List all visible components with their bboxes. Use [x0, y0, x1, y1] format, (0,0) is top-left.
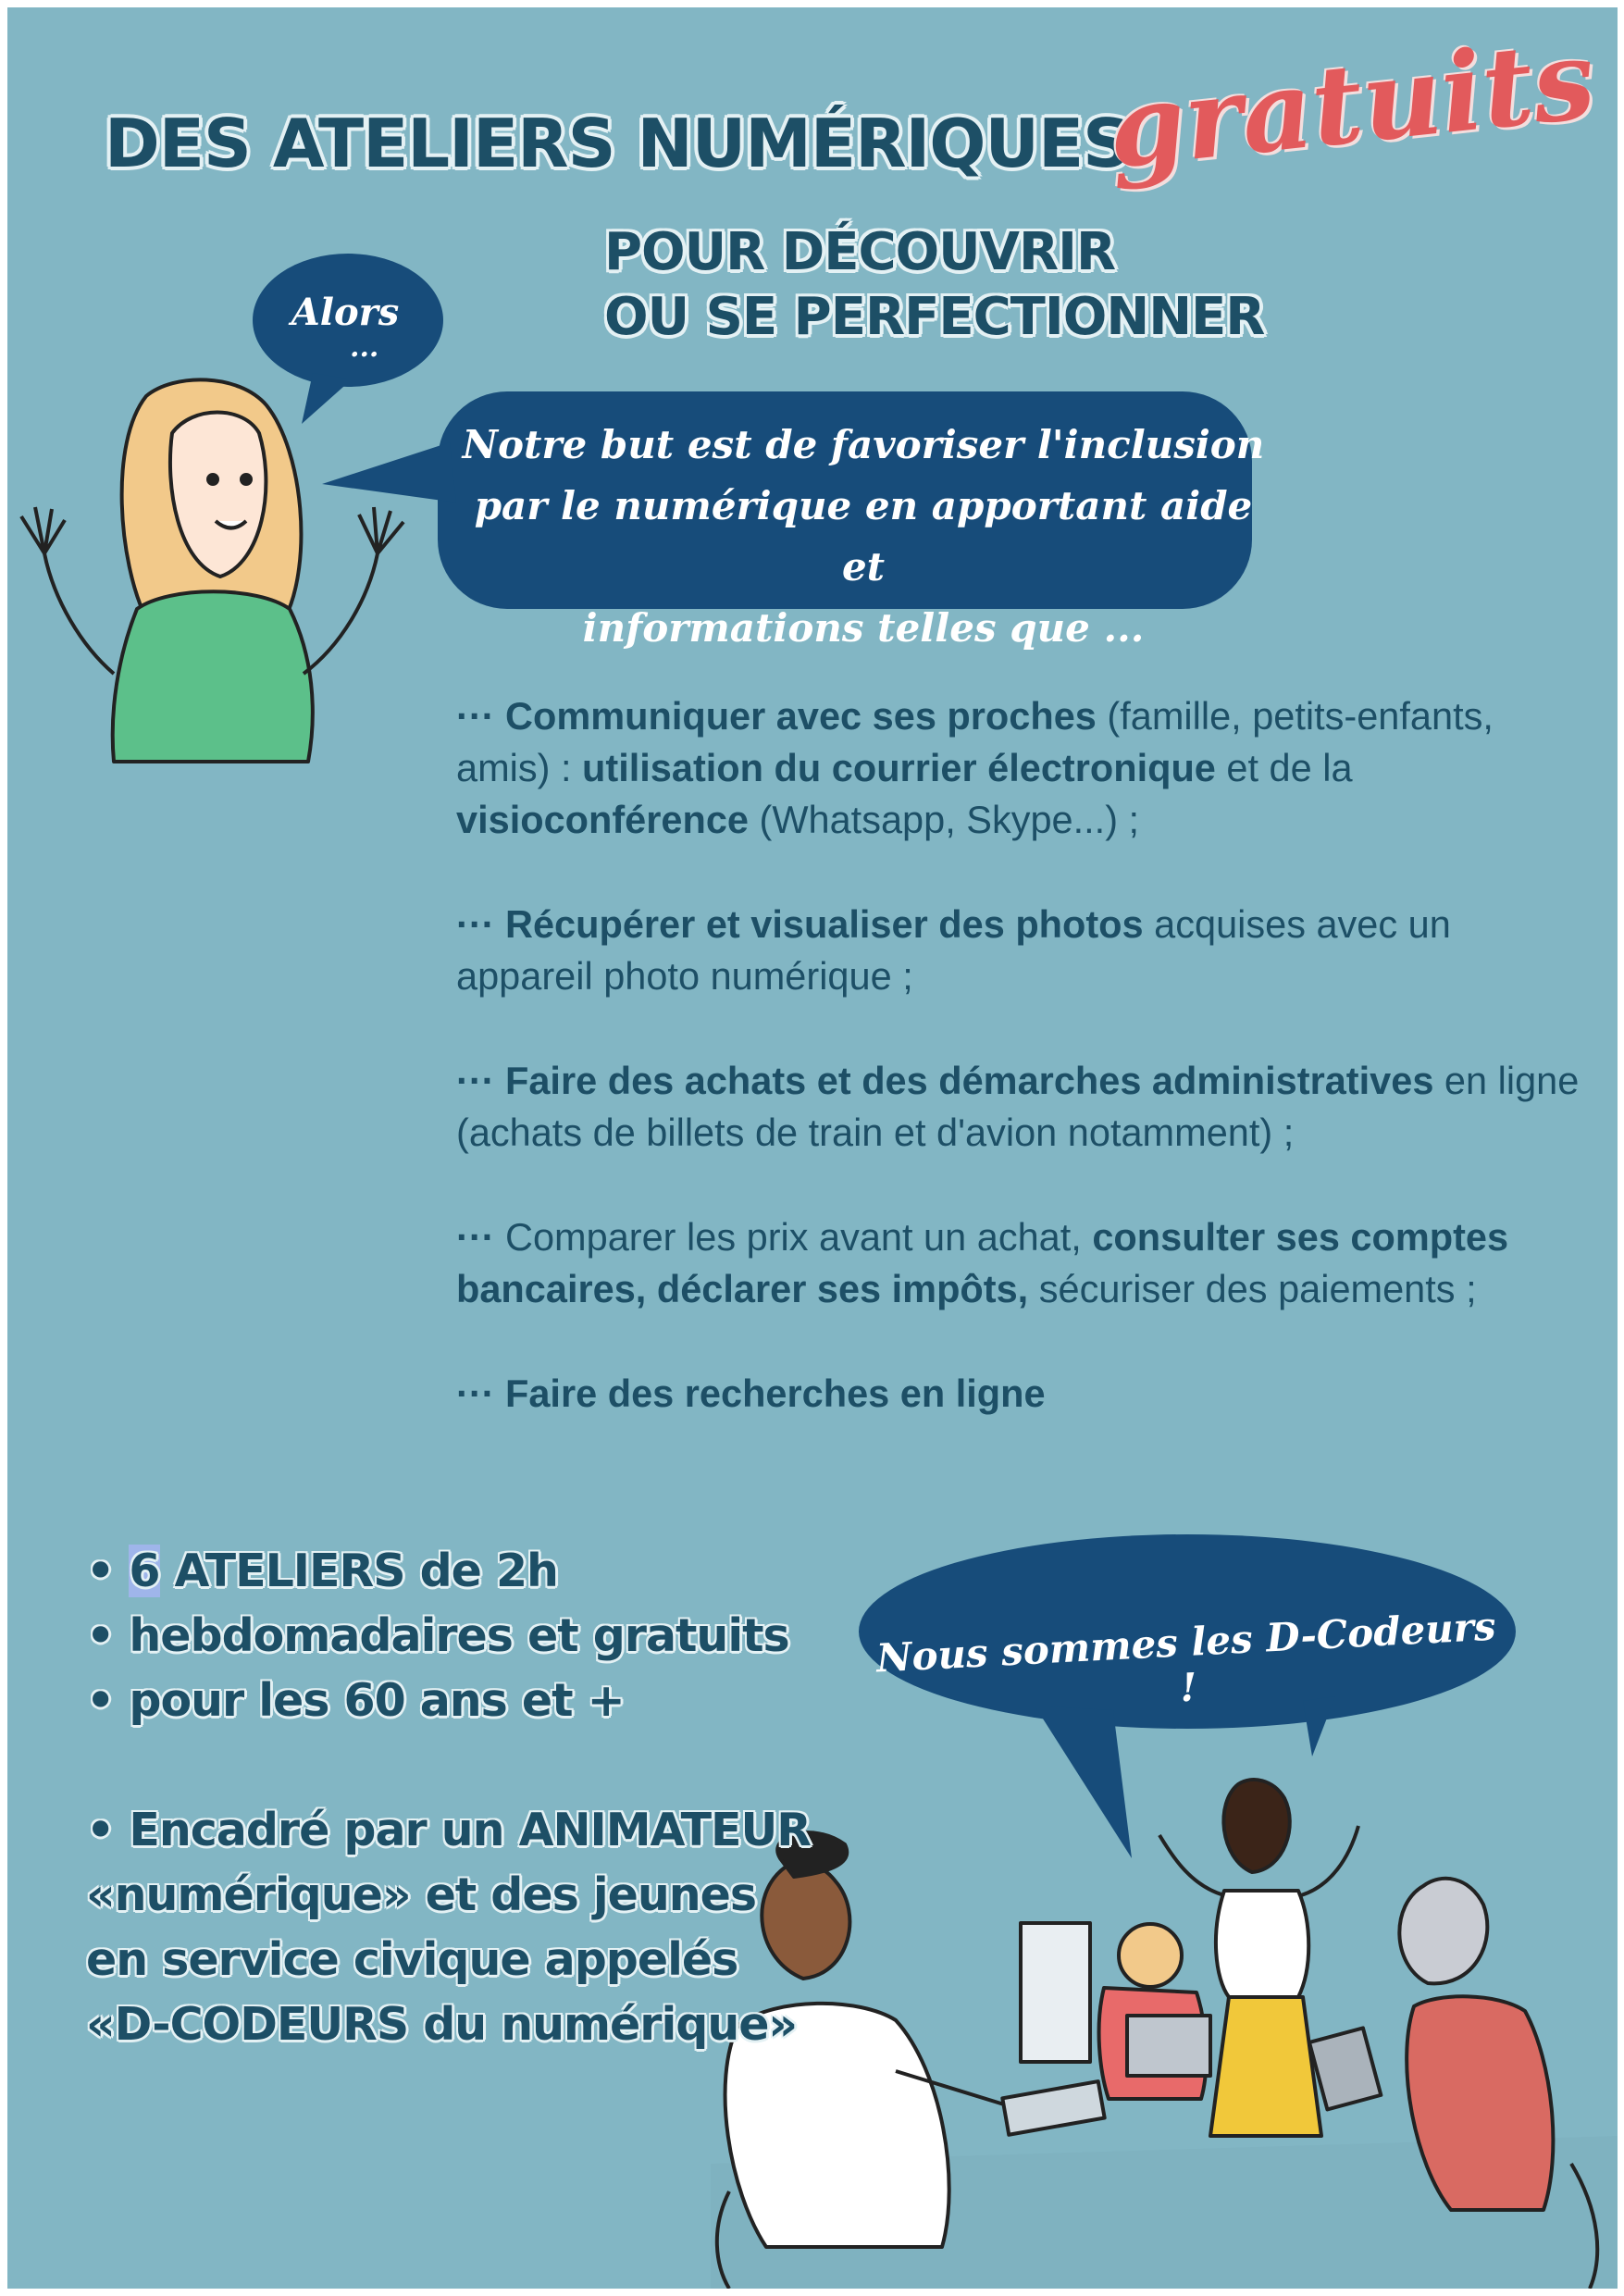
page-title: DES ATELIERS NUMÉRIQUES: [105, 105, 1131, 182]
list-item-text: et de la: [1215, 746, 1353, 789]
list-item-bold: Faire des recherches en ligne: [505, 1371, 1046, 1415]
bullet-gap: [86, 1733, 919, 1798]
bullet-line: • Encadré par un ANIMATEUR: [86, 1804, 812, 1856]
subtitle-line-1: POUR DÉCOUVRIR: [604, 222, 1116, 282]
list-item-bold: consulter ses comptes bancaires, déclarer ses impôts,: [456, 1215, 1509, 1310]
bullet-line: «D-CODEURS du numérique»: [86, 1998, 798, 2051]
list-item-bold: utilisation du courrier électronique: [582, 746, 1216, 789]
bullet-line: «numérique» et des jeunes: [86, 1868, 757, 1921]
list-item-text: en ligne (achats de billets de train et d'avion notamment) ;: [456, 1059, 1580, 1154]
dots-icon: ···: [456, 1371, 495, 1415]
main-bubble-text: [447, 415, 1280, 659]
list-item: [456, 1055, 1590, 1159]
list-item: [456, 899, 1590, 1002]
team-bubble-text: Nous sommes les D-Codeurs !: [874, 1603, 1497, 1711]
bullet-line: en service civique appelés: [86, 1933, 738, 1986]
bullet-line: • hebdomadaires et gratuits: [86, 1609, 789, 1662]
alors-text: Alors: [291, 291, 400, 334]
main-bubble-line-1: Notre but est de favoriser l'inclusion: [462, 422, 1265, 467]
alors-speech-bubble: [253, 254, 443, 424]
list-item-text: acquises avec un appareil photo numérique ;: [456, 902, 1451, 998]
list-item-text: (Whatsapp, Skype...) ;: [749, 798, 1140, 841]
main-bubble-line-2: par le numérique en apportant aide et: [474, 483, 1253, 590]
list-item-bold: Faire des achats et des démarches administratives: [505, 1059, 1434, 1102]
dots-icon: ···: [456, 902, 495, 946]
bullet-line: [86, 1539, 919, 1604]
dots-icon: ···: [456, 694, 495, 738]
list-item: [456, 690, 1590, 846]
workshop-details: [86, 1539, 919, 2057]
bullet-prefix: •: [86, 1545, 130, 1597]
list-item-text: Comparer les prix avant un achat,: [494, 1215, 1093, 1259]
subtitle-line-2: OU SE PERFECTIONNER: [604, 287, 1265, 347]
workshop-count: 6: [129, 1545, 160, 1597]
woman-illustration: [21, 379, 403, 762]
dots-icon: ···: [456, 1059, 495, 1102]
poster: [7, 7, 1618, 2289]
list-item: [456, 1368, 1590, 1420]
list-item-bold: Communiquer avec ses proches: [505, 694, 1097, 738]
list-item-bold: visioconférence: [456, 798, 749, 841]
title-accent: gratuits: [1101, 14, 1601, 193]
dots-icon: ···: [456, 1215, 495, 1259]
bullet-text: ATELIERS de 2h: [159, 1545, 558, 1597]
list-item-bold: Récupérer et visualiser des photos: [505, 902, 1144, 946]
list-item: [456, 1211, 1590, 1315]
list-item-text: (famille, petits-enfants, amis) :: [456, 694, 1494, 789]
list-item-text: sécuriser des paiements ;: [1028, 1267, 1477, 1310]
alors-dots: ...: [350, 331, 379, 364]
bullet-line: • pour les 60 ans et +: [86, 1674, 625, 1727]
main-bubble-line-3: informations telles que ...: [582, 605, 1145, 651]
activities-list: [456, 690, 1590, 1472]
